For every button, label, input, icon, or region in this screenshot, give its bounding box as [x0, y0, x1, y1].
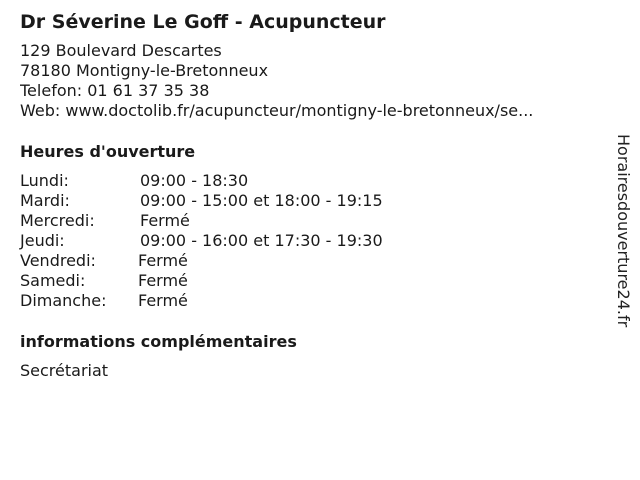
listing-card	[20, 9, 600, 381]
day-label: Lundi:	[20, 171, 69, 190]
hours-row-thursday	[20, 231, 600, 251]
hours-value: Fermé	[138, 291, 188, 310]
hours-value: 09:00 - 18:30	[140, 171, 249, 190]
day-label: Dimanche:	[20, 291, 107, 310]
hours-row-friday	[20, 251, 600, 271]
info-heading: informations complémentaires	[20, 332, 297, 351]
hours-value: Fermé	[138, 271, 188, 290]
hours-row-wednesday	[20, 211, 600, 231]
info-text: Secrétariat	[20, 361, 109, 380]
page-title: Dr Séverine Le Goff - Acupuncteur	[20, 11, 386, 33]
phone-number: Telefon: 01 61 37 35 38	[20, 81, 210, 100]
website-link[interactable]: Web: www.doctolib.fr/acupuncteur/montigny-le-bretonneux/se...	[20, 101, 534, 120]
hours-heading: Heures d'ouverture	[20, 142, 196, 161]
hours-table	[20, 171, 600, 311]
hours-row-monday	[20, 171, 600, 191]
hours-row-sunday	[20, 291, 600, 311]
hours-value: 09:00 - 16:00 et 17:30 - 19:30	[140, 231, 383, 250]
day-label: Mercredi:	[20, 211, 95, 230]
address-city: 78180 Montigny-le-Bretonneux	[20, 61, 269, 80]
day-label: Jeudi:	[20, 231, 65, 250]
address-street: 129 Boulevard Descartes	[20, 41, 222, 60]
site-watermark	[611, 134, 635, 348]
day-label: Vendredi:	[20, 251, 96, 270]
hours-row-saturday	[20, 271, 600, 291]
hours-value: Fermé	[138, 251, 188, 270]
hours-value: Fermé	[140, 211, 190, 230]
day-label: Mardi:	[20, 191, 70, 210]
site-name: Horairesdouverture24.fr	[614, 134, 633, 328]
day-label: Samedi:	[20, 271, 86, 290]
hours-row-tuesday	[20, 191, 600, 211]
hours-value: 09:00 - 15:00 et 18:00 - 19:15	[140, 191, 383, 210]
